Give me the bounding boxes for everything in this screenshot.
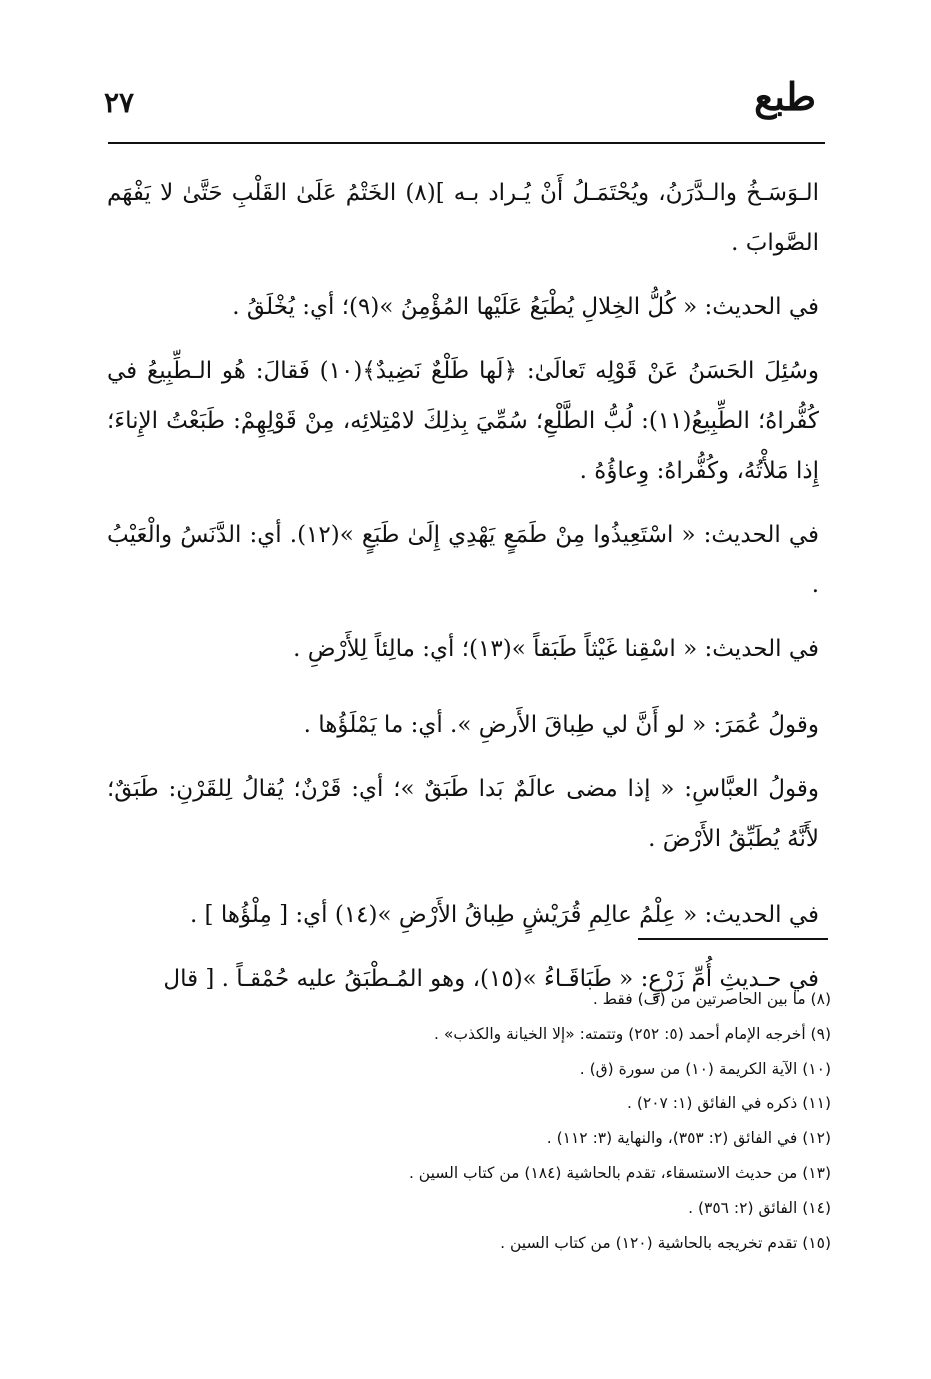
paragraph-abbas: وقولُ العبَّاسِ: « إذا مضى عالَمٌ بَدا طَبَقٌ »؛ أي: قَرْنٌ؛ يُقالُ لِلقَرْنِ: طَبَقٌ؛ لأَنَّهُ يُطَبِّقُ الأَرْضَ . — [107, 776, 819, 852]
footnote-rule — [638, 938, 828, 940]
paragraph-continuation: الـوَسَـخُ والـدَّرَنُ، ويُحْتَمَـلُ أَنْ يُـراد بـه ](٨) الخَتْمُ عَلَىٰ القَلْبِ حَتَّىٰ لا يَفْهَم الصَّوابَ . — [107, 180, 819, 256]
paragraph-hasan-tali: وسُئِلَ الحَسَنُ عَنْ قَوْلِه تَعالَىٰ: ﴿لَها طَلْعٌ نَضِيدٌ﴾(١٠) فَقالَ: هُو الـطِّبِيعُ في كُفُّراهُ؛ الطِّبِيعُ(١١): لُبُّ الطَّلْعِ؛ سُمِّيَ بِذلِكَ لامْتِلائِه، مِنْ قَوْلِهِمْ: طَبَعْتُ الإِناءَ؛ إِذا مَلأْتُهُ، وكُفُّراهُ: وِعاؤُهُ . — [107, 358, 819, 484]
paragraph-hadith-quraysh: في الحديث: « عِلْمُ عالِمِ قُرَيْشٍ طِباقُ الأَرْضِ »(١٤) أي: [ مِلْؤُها ] . — [189, 902, 819, 928]
footnote-14: (١٤) الفائق (٢: ٣٥٦) . — [688, 1198, 831, 1217]
footnote-12: (١٢) في الفائق (٢: ٣٥٣)، والنهاية (٣: ١١٢) . — [546, 1129, 831, 1148]
paragraph-umar: وقولُ عُمَرَ: « لو أَنَّ لي طِباقَ الأَرضِ ». أي: ما يَمْلَؤُها . — [303, 712, 819, 738]
main-text — [107, 168, 819, 1018]
header-rule — [108, 142, 825, 144]
paragraph-hadith-ghaith: في الحديث: « اسْقِنا غَيْثاً طَبَقاً »(١٣)؛ أي: مالِئاً لِلأَرْضِ . — [293, 636, 819, 662]
footnote-10: (١٠) الآية الكريمة (١٠) من سورة (ق) . — [579, 1059, 831, 1078]
footnote-15: (١٥) تقدم تخريجه بالحاشية (١٢٠) من كتاب السين . — [500, 1233, 831, 1252]
page-number: ٢٧ — [104, 86, 135, 119]
footnote-11: (١١) ذكره في الفائق (١: ٢٠٧) . — [626, 1094, 831, 1113]
footnote-13: (١٣) من حديث الاستسقاء، تقدم بالحاشية (١٨٤) من كتاب السين . — [408, 1163, 831, 1182]
footnote-9: (٩) أخرجه الإمام أحمد (٥: ٢٥٢) وتتمته: «إلا الخيانة والكذب» . — [434, 1024, 831, 1043]
running-head-title: طبع — [754, 74, 816, 119]
footnotes — [111, 982, 831, 1260]
paragraph-hadith-khilal: في الحديث: « كُلُّ الخِلالِ يُطْبَعُ عَلَيْها المُؤْمِنُ »(٩)؛ أي: يُخْلَقُ . — [232, 294, 819, 320]
paragraph-umm-zar: في حـديثِ أُمِّ زَرْعٍ: « طَبَاقَـاءُ »(١٥)، وهو المُـطْبَقُ عليه حُمْقـاً . [ قال — [163, 966, 819, 992]
paragraph-hadith-tama: في الحديث: « اسْتَعِيذُوا مِنْ طَمَعٍ يَهْدِي إِلَىٰ طَبَعٍ »(١٢). أي: الدَّنَسُ والْعَيْبُ . — [107, 522, 819, 598]
footnote-8: (٨) ما بين الحاصرتين من (ف) فقط . — [592, 990, 831, 1008]
